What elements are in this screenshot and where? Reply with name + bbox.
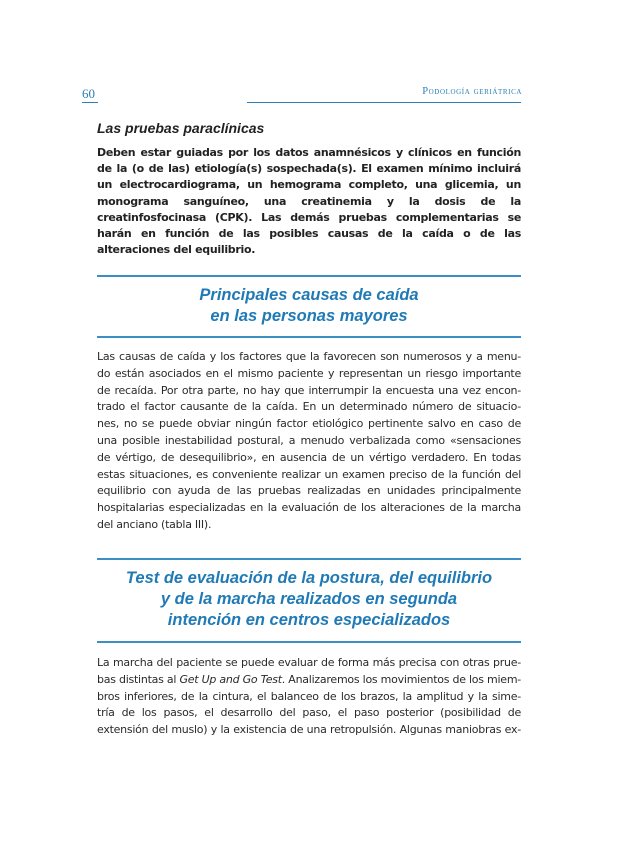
section-rule-bottom (97, 336, 521, 338)
section-title-causas (97, 285, 521, 327)
text-line: de recaída. Por otra parte, no hay que interrumpir la encuesta una vez encon- (97, 383, 521, 397)
text-line: hospitalarias especializadas en la evaluación de los alteraciones de la marcha (97, 501, 521, 515)
text-line: una posible inestabilidad postural, a menudo verbalizada como «sensaciones (97, 433, 521, 447)
test-name-italic: Get Up and Go Test (179, 672, 282, 686)
page-number-underline (82, 102, 98, 103)
text-line: trado el factor causante de la caída. En un determinado número de situacio- (97, 400, 521, 414)
page-number: 60 (82, 86, 95, 101)
text-line: do están asociados en el mismo paciente y representan un riesgo importante (97, 366, 521, 380)
section-rule-top (97, 558, 521, 560)
text-fragment: . Analizaremos los movimientos de los miem- (281, 672, 522, 686)
running-title: Podología geriátrica (422, 86, 522, 97)
section-title-line: y de la marcha realizados en segunda (160, 590, 458, 608)
text-line: tría de los pasos, el desarrollo del paso, el paso posterior (posibilidad de (97, 706, 521, 720)
text-fragment: bas distintas al (97, 672, 180, 686)
subsection-heading: Las pruebas paraclínicas (97, 120, 265, 136)
text-line: Las causas de caída y los factores que la favorecen son numerosos y a menu- (97, 350, 521, 363)
text-line: estas situaciones, es conveniente realizar un examen preciso de la función del (97, 467, 521, 481)
section-rule-top (97, 275, 521, 277)
text-line: nes, no se puede obviar ningún factor etiológico pertinente salvo en caso de (97, 417, 521, 431)
section-title-test (97, 568, 521, 631)
section-rule-bottom (97, 641, 521, 643)
text-line: extensión del muslo) y la existencia de una retropulsión. Algunas maniobras ex- (97, 723, 521, 737)
text-line: equilibrio con ayuda de las pruebas realizadas en unidades principalmente (97, 484, 521, 498)
section-title-line: en las personas mayores (210, 307, 408, 325)
text-line: La marcha del paciente se puede evaluar de forma más precisa con otras prue- (97, 656, 521, 669)
text-line (97, 672, 521, 689)
section-title-line: Test de evaluación de la postura, del equilibrio (125, 569, 493, 587)
section-title-line: intención en centros especializados (167, 611, 451, 629)
text-line: del anciano (tabla III). (97, 517, 212, 531)
text-line: bros inferiores, de la cintura, el balanceo de los brazos, la amplitud y la sime- (97, 689, 521, 703)
paraclinicas-paragraph: Deben estar guiadas por los datos anamnésicos y clínicos en función de la (o de las) etiología(s) sospechada(s). El examen mínimo incluirá un electrocardiograma, un hemograma completo, una glicemia, un monograma sanguíneo, una creatinemia y la dosis de la creatinfosfocinasa (CPK). Las demás pruebas complementarias se harán en función de las posibles causas de la caída o de las alteraciones del equilibrio. (97, 146, 521, 257)
text-line: de vértigo, de desequilibrio», en ausencia de un vértigo verdadero. En todas (97, 450, 521, 464)
header-underline (247, 102, 521, 103)
test-paragraph (97, 655, 521, 739)
section-title-line: Principales causas de caída (199, 286, 419, 304)
causas-paragraph (97, 349, 521, 534)
